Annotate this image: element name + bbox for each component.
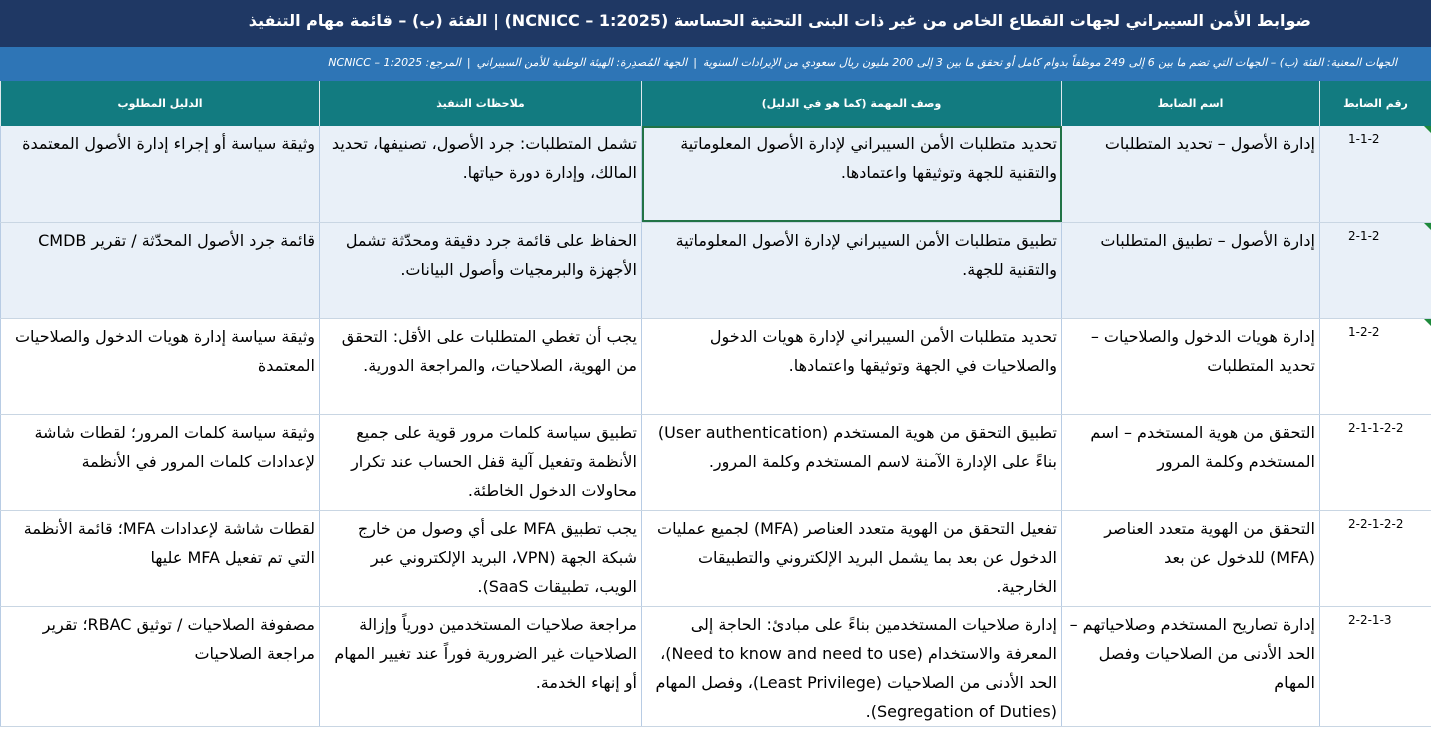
scope-text: الجهات المعنية: الفئة (ب) – الجهات التي تضم ما بين 6 إلى 249 موظفاً بدوام كامل أو تحقق ما بين 3 إلى 200 مليون ريال سعودي من الإيرادات السنوية [702,56,1397,69]
column-header-evidence[interactable]: الدليل المطلوب [1,81,320,126]
evidence-cell[interactable]: لقطات شاشة لإعدادات MFA؛ قائمة الأنظمة التي تم تفعيل MFA عليها [1,510,320,606]
evidence-cell[interactable]: وثيقة سياسة كلمات المرور؛ لقطات شاشة لإعدادات كلمات المرور في الأنظمة [1,414,320,510]
table-row [1,318,1431,414]
control-id-cell[interactable] [1320,222,1431,318]
notes-cell[interactable]: الحفاظ على قائمة جرد دقيقة ومحدّثة تشمل الأجهزة والبرمجيات وأصول البيانات. [320,222,642,318]
table-header-row [1,81,1431,126]
evidence-cell[interactable]: مصفوفة الصلاحيات / توثيق RBAC؛ تقرير مراجعة الصلاحيات [1,606,320,726]
comment-marker-icon [1424,319,1431,326]
control-id-cell[interactable] [1320,510,1431,606]
evidence-cell[interactable]: وثيقة سياسة أو إجراء إدارة الأصول المعتمدة [1,126,320,222]
control-id-cell[interactable] [1320,318,1431,414]
notes-cell[interactable]: تشمل المتطلبات: جرد الأصول، تصنيفها، تحديد المالك، وإدارة دورة حياتها. [320,126,642,222]
document-info-bar [0,47,1431,81]
separator: | [693,56,697,69]
control-id-cell[interactable] [1320,606,1431,726]
notes-cell[interactable]: يجب تطبيق MFA على أي وصول من خارج شبكة الجهة (VPN، البريد الإلكتروني عبر الويب، تطبيقات SaaS). [320,510,642,606]
table-row [1,606,1431,726]
notes-cell[interactable]: تطبيق سياسة كلمات مرور قوية على جميع الأنظمة وتفعيل آلية قفل الحساب عند تكرار محاولات الدخول الخاطئة. [320,414,642,510]
table-row [1,222,1431,318]
control-id: 2-1-2 [1348,228,1380,243]
column-header-id[interactable]: رقم الضابط [1320,81,1431,126]
table-row [1,510,1431,606]
authority-text: الجهة المُصدِرة: الهيئة الوطنية للأمن السيبراني [476,56,688,69]
table-row [1,414,1431,510]
description-cell[interactable]: تحديد متطلبات الأمن السيبراني لإدارة الأصول المعلوماتية والتقنية للجهة وتوثيقها واعتمادها. [642,126,1062,222]
control-name-cell[interactable]: التحقق من الهوية متعدد العناصر (MFA) للدخول عن بعد [1062,510,1320,606]
tasks-table [0,81,1431,727]
description-cell[interactable]: تحديد متطلبات الأمن السيبراني لإدارة هويات الدخول والصلاحيات في الجهة وتوثيقها واعتمادها. [642,318,1062,414]
control-name-cell[interactable]: إدارة الأصول – تطبيق المتطلبات [1062,222,1320,318]
control-id: 1-2-2 [1348,324,1380,339]
control-id: 1-1-2 [1348,132,1380,146]
control-name-cell[interactable]: إدارة تصاريح المستخدم وصلاحياتهم – الحد الأدنى من الصلاحيات وفصل المهام [1062,606,1320,726]
control-name-cell[interactable]: إدارة الأصول – تحديد المتطلبات [1062,126,1320,222]
control-id: 2-2-1-2-2 [1348,516,1404,531]
description-cell[interactable]: تطبيق متطلبات الأمن السيبراني لإدارة الأصول المعلوماتية والتقنية للجهة. [642,222,1062,318]
control-name-cell[interactable]: التحقق من هوية المستخدم – اسم المستخدم وكلمة المرور [1062,414,1320,510]
column-header-name[interactable]: اسم الضابط [1062,81,1320,126]
notes-cell[interactable]: يجب أن تغطي المتطلبات على الأقل: التحقق من الهوية، الصلاحيات، والمراجعة الدورية. [320,318,642,414]
description-cell[interactable]: تطبيق التحقق من هوية المستخدم (User authentication) بناءً على الإدارة الآمنة لاسم المستخدم وكلمة المرور. [642,414,1062,510]
description-cell[interactable]: تفعيل التحقق من الهوية متعدد العناصر (MFA) لجميع عمليات الدخول عن بعد بما يشمل البريد الإلكتروني والتطبيقات الخارجية. [642,510,1062,606]
comment-marker-icon [1424,223,1431,230]
column-header-notes[interactable]: ملاحظات التنفيذ [320,81,642,126]
separator: | [466,56,471,69]
reference-text: المرجع: NCNICC – 1:2025 [328,56,461,69]
comment-marker-icon [1424,126,1431,133]
control-id-cell[interactable] [1320,414,1431,510]
table-row [1,126,1431,222]
evidence-cell[interactable]: قائمة جرد الأصول المحدّثة / تقرير CMDB [1,222,320,318]
evidence-cell[interactable]: وثيقة سياسة إدارة هويات الدخول والصلاحيات المعتمدة [1,318,320,414]
page-title: ضوابط الأمن السيبراني لجهات القطاع الخاص من غير ذات البنى التحتية الحساسة (NCNICC – 1:2025) | الفئة (ب) – قائمة مهام التنفيذ [0,0,1431,47]
control-id-cell[interactable] [1320,126,1431,222]
notes-cell[interactable]: مراجعة صلاحيات المستخدمين دورياً وإزالة الصلاحيات غير الضرورية فوراً عند تغيير المهام أو إنهاء الخدمة. [320,606,642,726]
column-header-description[interactable]: وصف المهمة (كما هو في الدليل) [642,81,1062,126]
control-id: 2-1-1-2-2 [1348,420,1404,435]
control-id: 2-2-1-3 [1348,612,1392,627]
description-cell[interactable]: إدارة صلاحيات المستخدمين بناءً على مبادئ: الحاجة إلى المعرفة والاستخدام (Need to know and need to use)، الحد الأدنى من الصلاحيات (Least Privilege)، وفصل المهام (Segregation of Duties). [642,606,1062,726]
control-name-cell[interactable]: إدارة هويات الدخول والصلاحيات – تحديد المتطلبات [1062,318,1320,414]
